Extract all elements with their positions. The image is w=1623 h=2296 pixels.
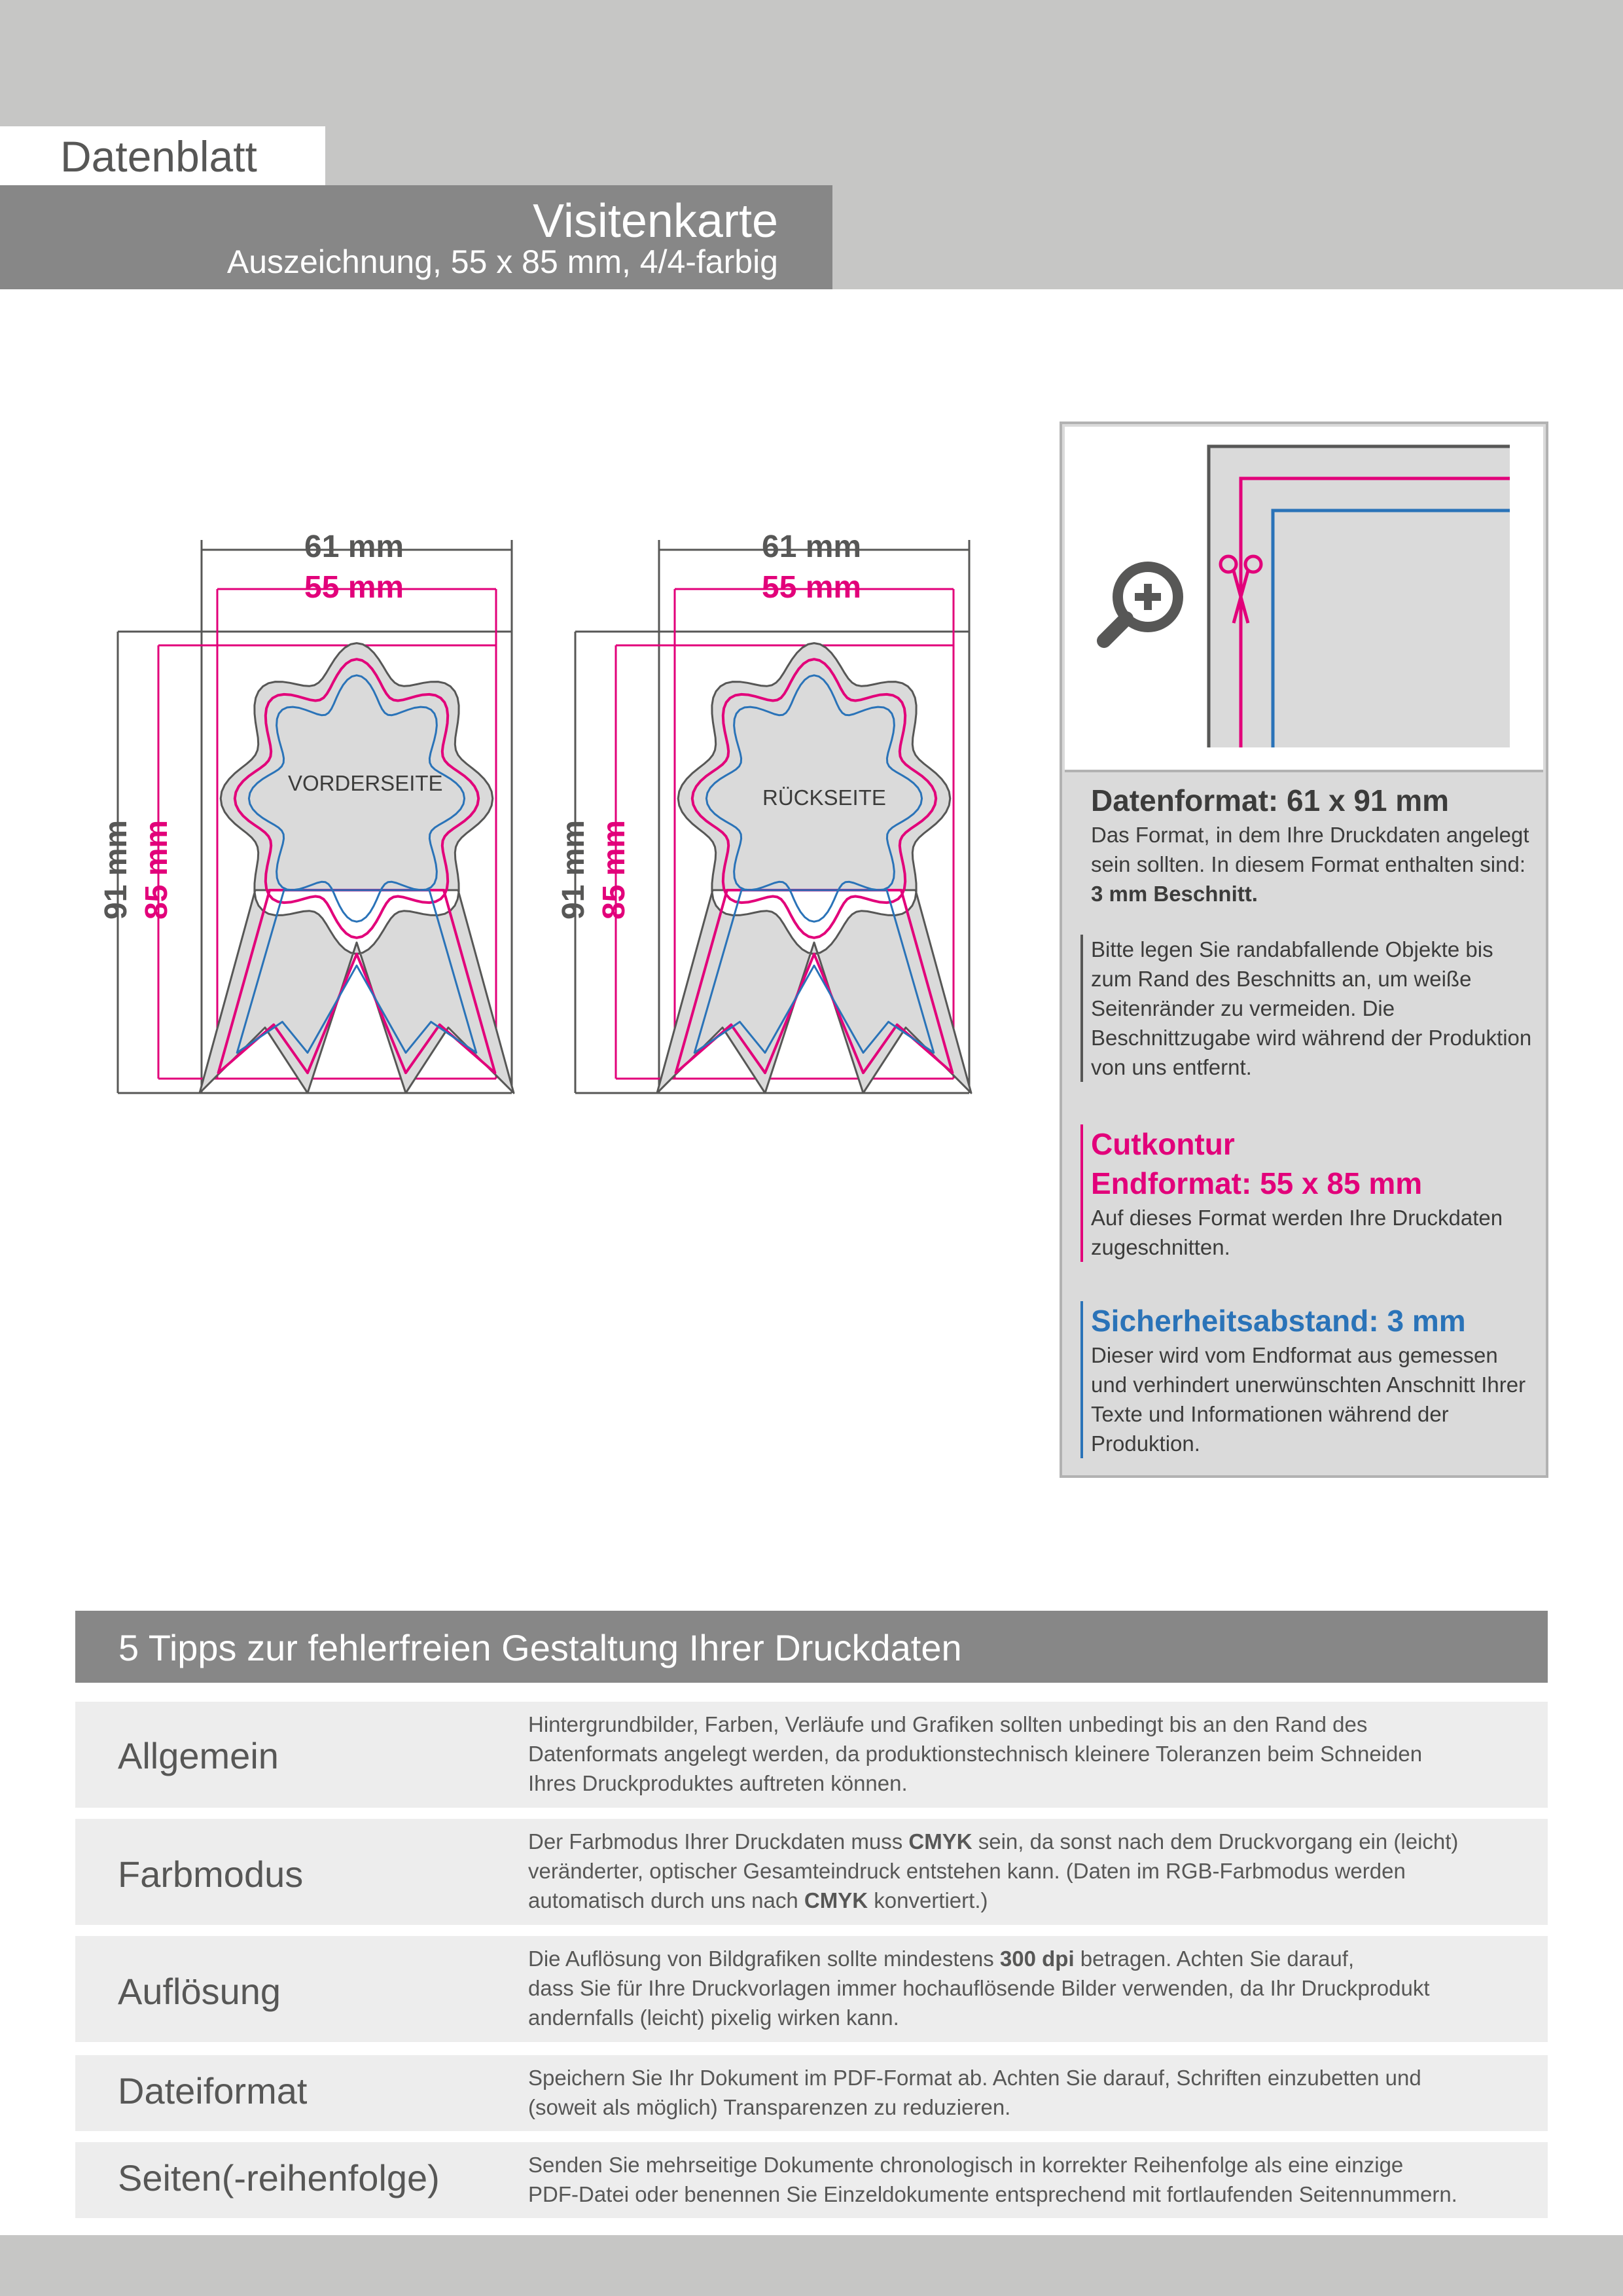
width-inner-label: 55 mm: [304, 570, 404, 605]
width-outer-label: 61 mm: [304, 529, 404, 564]
tip-text: [528, 1827, 1536, 1915]
tip-row-farbmodus: [75, 1819, 1548, 1925]
tip-line: andernfalls (leicht) pixelig wirken kann.: [528, 2005, 899, 2030]
tip-line: automatisch durch uns nach CMYK konvertiert.): [528, 1888, 988, 1912]
cutkontur-text: Auf dieses Format werden Ihre Druckdaten zugeschnitten.: [1091, 1206, 1503, 1259]
datenformat-text-b: 3 mm Beschnitt.: [1091, 882, 1258, 906]
tip-line: Hintergrundbilder, Farben, Verläufe und Grafiken sollten unbedingt bis an den Rand des: [528, 1712, 1368, 1736]
tip-line: Ihres Druckproduktes auftreten können.: [528, 1771, 908, 1795]
datenblatt-label-box: [0, 126, 325, 185]
tip-label: Dateiformat: [118, 2070, 308, 2111]
diagram-front: [99, 524, 550, 1113]
tip-row-aufloesung: [75, 1936, 1548, 2042]
page-title: Visitenkarte: [533, 195, 778, 247]
datenformat-text-a: Das Format, in dem Ihre Druckdaten angelegt sein sollten. In diesem Format enthalten sind:: [1091, 823, 1529, 876]
front-side-label: VORDERSEITE: [288, 771, 443, 795]
tip-text: [528, 1710, 1536, 1798]
tip-text: [528, 2063, 1536, 2122]
tip-row-seiten: [75, 2142, 1548, 2218]
height-outer-label: 91 mm: [556, 819, 591, 920]
datenformat-text: [1091, 820, 1536, 908]
tip-line: dass Sie für Ihre Druckvorlagen immer hochauflösende Bilder verwenden, da Ihr Druckprodukt: [528, 1976, 1430, 2000]
height-inner-label: 85 mm: [597, 819, 632, 920]
sicherheit-title: Sicherheitsabstand: 3 mm: [1091, 1304, 1466, 1338]
back-side-label: RÜCKSEITE: [762, 785, 886, 810]
tip-line: Der Farbmodus Ihrer Druckdaten muss CMYK sein, da sonst nach dem Druckvorgang ein (leicht): [528, 1829, 1459, 1854]
tips-header-title: 5 Tipps zur fehlerfreien Gestaltung Ihrer Druckdaten: [118, 1627, 962, 1668]
tip-line: Die Auflösung von Bildgrafiken sollte mindestens 300 dpi betragen. Achten Sie darauf,: [528, 1946, 1355, 1971]
rosette-outline: [200, 643, 514, 1093]
cutkontur-title: Cutkontur: [1091, 1127, 1235, 1161]
zoom-detail: [1065, 427, 1543, 772]
tip-line: veränderter, optischer Gesamteindruck entstehen kann. (Daten im RGB-Farbmodus werden: [528, 1859, 1406, 1883]
diagram-graphic: [105, 524, 550, 1113]
bleed-area: [1209, 446, 1510, 747]
width-outer-label: 61 mm: [762, 529, 862, 564]
datenformat-title: Datenformat: 61 x 91 mm: [1091, 783, 1450, 817]
tip-line: Speichern Sie Ihr Dokument im PDF-Format ab. Achten Sie darauf, Schriften einzubetten und: [528, 2066, 1421, 2090]
endformat-title: Endformat: 55 x 85 mm: [1091, 1166, 1423, 1200]
datenformat-block: [1091, 781, 1536, 908]
tip-label: Seiten(-reihenfolge): [118, 2157, 440, 2198]
info-panel: [1060, 422, 1548, 1478]
zoom-in-icon: [1104, 567, 1178, 641]
tip-label: Farbmodus: [118, 1854, 304, 1895]
width-inner-label: 55 mm: [762, 570, 862, 605]
cutkontur-block: [1091, 1124, 1536, 1262]
datenblatt-label: Datenblatt: [60, 132, 257, 181]
page-subtitle: Auszeichnung, 55 x 85 mm, 4/4-farbig: [226, 243, 778, 280]
height-outer-label: 91 mm: [99, 819, 134, 920]
footer-band: [0, 2235, 1623, 2296]
diagram-graphic: [562, 524, 1007, 1113]
tip-line: PDF-Datei oder benennen Sie Einzeldokumente entsprechend mit fortlaufenden Seitennummern.: [528, 2182, 1457, 2206]
sicherheit-block: [1091, 1301, 1536, 1458]
tip-line: Senden Sie mehrseitige Dokumente chronologisch in korrekter Reihenfolge als eine einzige: [528, 2153, 1404, 2177]
tip-line: (soweit als möglich) Transparenzen zu reduzieren.: [528, 2095, 1011, 2119]
height-inner-label: 85 mm: [139, 819, 174, 920]
beschnitt-note: Bitte legen Sie randabfallende Objekte bis zum Rand des Beschnitts an, um weiße Seitenränder zu vermeiden. Die Beschnittzugabe wird während der Produktion von uns entfernt.: [1080, 935, 1536, 1082]
zoom-detail-graphic: [1065, 427, 1543, 770]
rosette-outline: [657, 643, 971, 1093]
title-box: [0, 185, 832, 289]
tip-line: Datenformats angelegt werden, da produktionstechnisch kleinere Toleranzen beim Schneiden: [528, 1742, 1423, 1766]
tip-text: [528, 2150, 1536, 2209]
diagram-back: [556, 524, 1007, 1113]
tip-row-dateiformat: [75, 2055, 1548, 2131]
sicherheit-text: Dieser wird vom Endformat aus gemessen und verhindert unerwünschten Anschnitt Ihrer Texte und Informationen während der Produktion.: [1091, 1343, 1526, 1456]
tip-text: [528, 1944, 1536, 2032]
tips-header: [75, 1611, 1548, 1683]
tip-row-allgemein: [75, 1702, 1548, 1808]
tip-label: Allgemein: [118, 1735, 279, 1776]
beschnitt-note-block: [1091, 935, 1536, 1082]
tip-label: Auflösung: [118, 1971, 281, 2012]
